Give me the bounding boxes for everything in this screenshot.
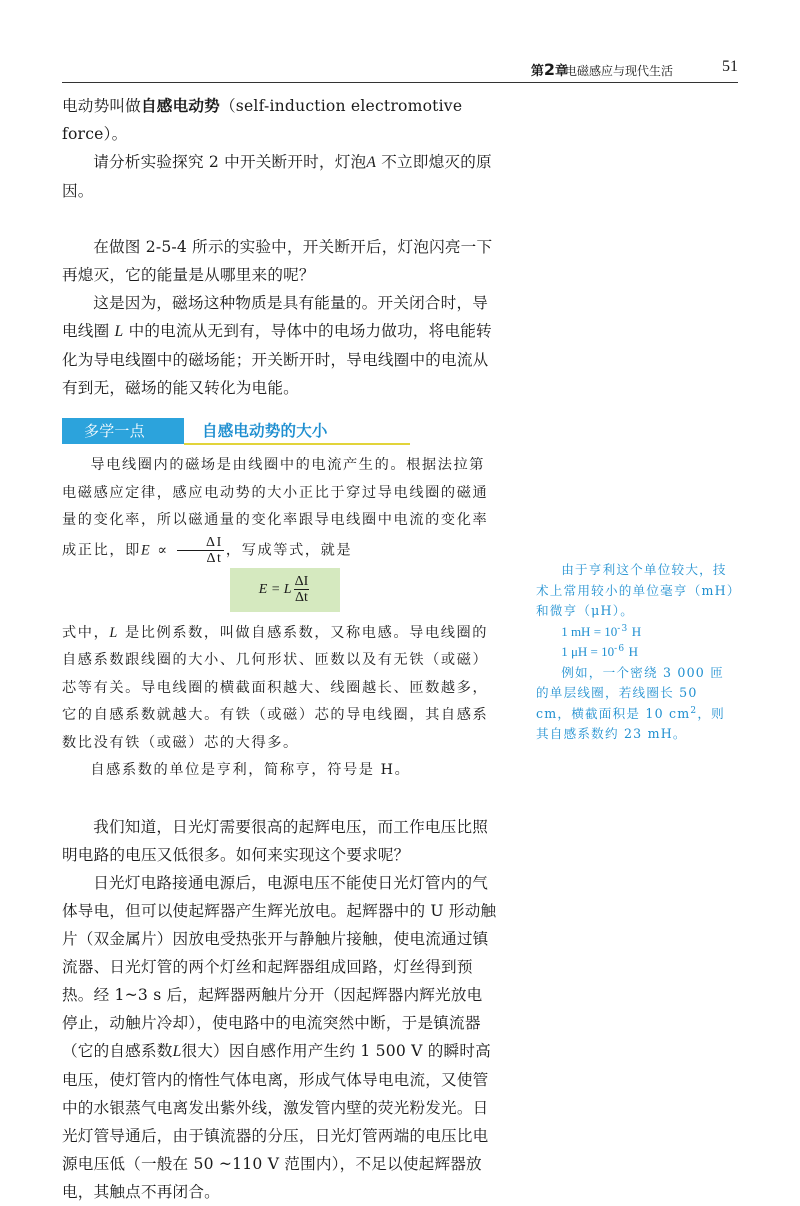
sidebar-paragraph-1: 由于亨利这个单位较大，技术上常用较小的单位毫亨（mH）和微亨（μH）。 (536, 562, 735, 618)
question-paragraph: 请分析实验探究 2 中开关断开时，灯泡A 不立即熄灭的原因。 (62, 153, 492, 200)
page-number: 51 (722, 58, 738, 75)
sidebar-paragraph-2: 例如，一个密绕 3 000 匝的单层线圈，若线圈长 50 cm，横截面积是 10 $cm^2$，则其自感系数约 23 mH。 (536, 664, 725, 741)
section-badge: 多学一点 (62, 418, 184, 444)
main-text (62, 92, 498, 1206)
page-header (62, 58, 738, 83)
fraction-di-dt: $\frac{\Delta I}{\Delta t}$ (177, 535, 224, 566)
chapter-label: 第2章 (530, 60, 568, 79)
sidebar-eq-mh: 1 mH = $10^{-3}$ H (561, 623, 642, 639)
box-paragraph-3: 自感系数的单位是亨利，简称亨，符号是 H。 (90, 762, 411, 778)
sidebar-note (536, 560, 736, 745)
section-underline (184, 443, 410, 445)
formula-emf: E = L $\frac{\Delta I}{\Delta t}$ (230, 568, 340, 612)
paragraph-1: 电动势叫做自感电动势（self-induction electromotive force）。 (62, 97, 463, 143)
paragraph-6: 日光灯电路接通电源后，电源电压不能使日光灯管内的气体导电，但可以使起辉器产生辉光放电。起辉器中的 U 形动触片（双金属片）因放电受热张开与静触片接触，使电流通过镇流器、日光灯管的两个灯丝和起辉器组成回路，灯丝得到预热。经 1~3 s 后，起辉器两触片分开（因起辉器内辉光放电停止，动触片冷却），使电路中的电流突然中断，于是镇流器（它的自感系数L很大）因自感作用产生约 1 500 V 的瞬时高电压，使灯管内的惰性气体电离，形成气体导电电流，又使管中的水银蒸气电离发出紫外线，激发管内壁的荧光粉发光。日光灯管导通后，由于镇流器的分压，日光灯管两端的电压比电源电压低（一般在 50 ~110 V 范围内），不足以使起辉器放电，其触点不再闭合。 (62, 873, 497, 1201)
paragraph-3: 在做图 2-5-4 所示的实验中，开关断开后，灯泡闪亮一下再熄灭，它的能量是从哪里来的呢？ (62, 238, 493, 284)
paragraph-5: 我们知道，日光灯需要很高的起辉电压，而工作电压比照明电路的电压又低很多。如何来实现这个要求呢？ (62, 817, 489, 864)
section-header (62, 418, 498, 444)
box-paragraph-1: 导电线圈内的磁场是由线圈中的电流产生的。根据法拉第电磁感应定律，感应电动势的大小正比于穿过导电线圈的磁通量的变化率，所以磁通量的变化率跟导电线圈中电流的变化率成正比，即E ∝ $\frac{\Delta I}{\Delta t}$ ，写成等式，就是 (62, 457, 489, 566)
extra-learning-box (62, 452, 498, 785)
chapter-title: 电磁感应与现代生活 (564, 64, 673, 78)
term-self-induction-emf: 自感电动势 (140, 97, 220, 115)
paragraph-4: 这是因为，磁场这种物质是具有能量的。开关闭合时，导电线圈 L 中的电流从无到有，导体中的电场力做功，将电能转化为导电线圈中的磁场能；开关断开时，导电线圈中的电流从有到无，磁场的能又转化为电能。 (62, 294, 492, 397)
section-title: 自感电动势的大小 (202, 422, 328, 440)
box-paragraph-2: 式中，L 是比例系数，叫做自感系数，又称电感。导电线圈的自感系数跟线圈的大小、几何形状、匝数以及有无铁（或磁）芯等有关。导电线圈的横截面积越大、线圈越长、匝数越多，它的自感系数就越大。有铁（或磁）芯的导电线圈，其自感系数比没有铁（或磁）芯的大得多。 (62, 624, 489, 751)
sidebar-eq-uh: 1 $\mu H = 10^{-6}$ H (561, 643, 638, 659)
